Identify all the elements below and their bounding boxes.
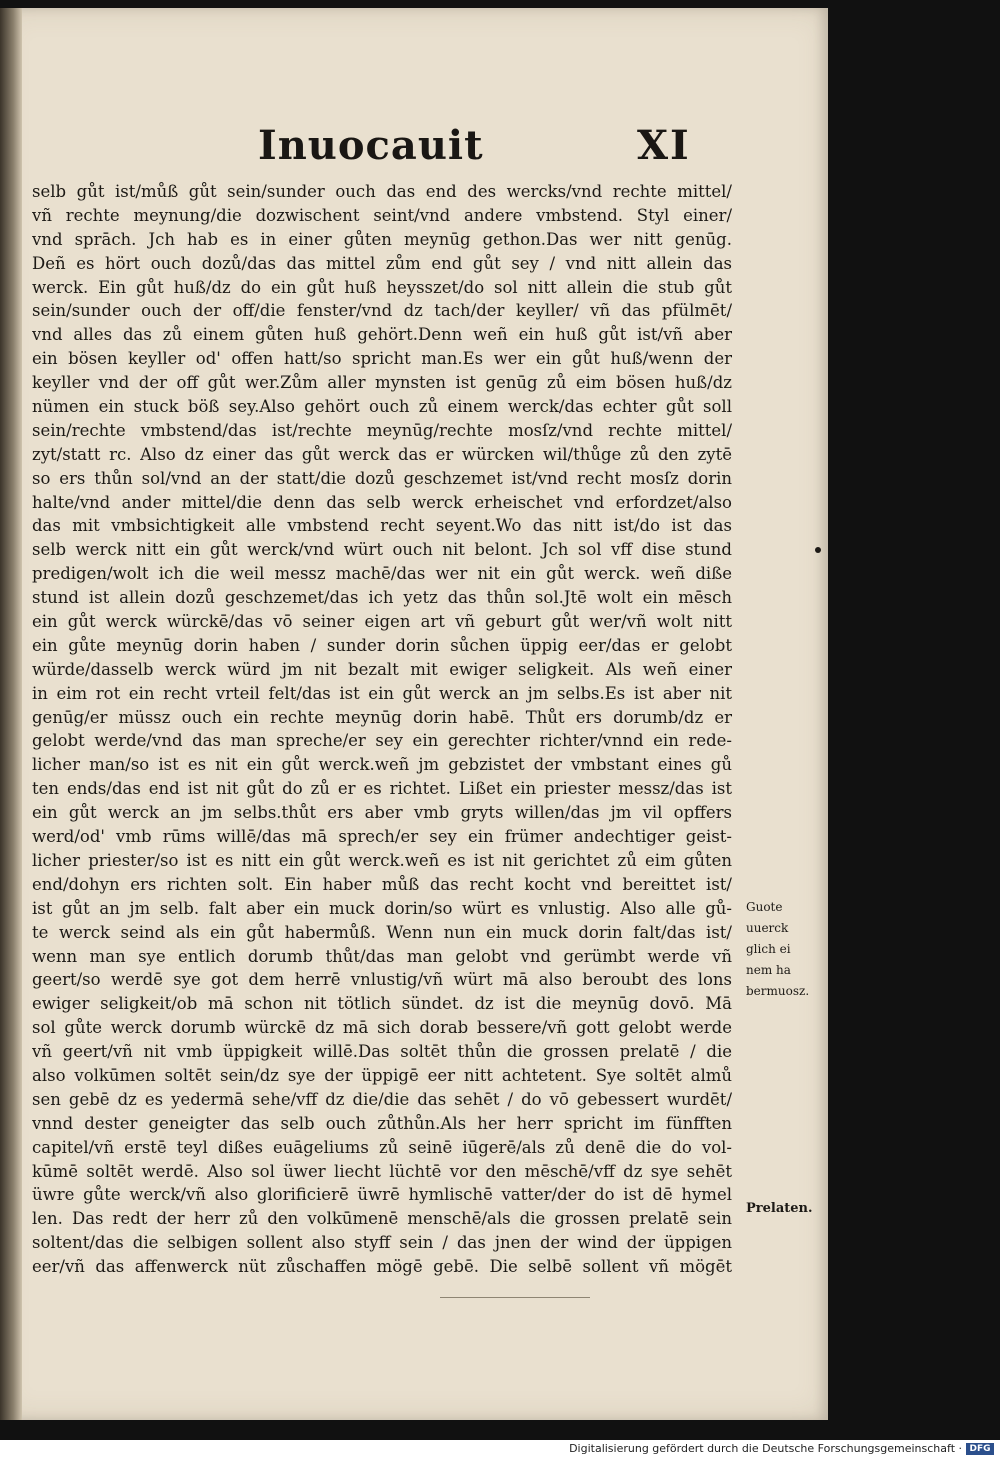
text-line: end/dohyn ers richten solt. Ein haber můß das recht kocht vnd bereittet ist/ <box>32 874 732 894</box>
text-line: soltent/das die selbigen sollent also styff sein / das jnen der wind der üppigen <box>32 1233 732 1253</box>
text-line: len. Das redt der herr zů den volkūmenē menschē/als die grossen prelatē sein <box>32 1209 732 1229</box>
text-line: gelobt werde/vnd das man spreche/er sey ein gerechter richter/vnnd ein rede- <box>32 731 732 751</box>
digitization-footer <box>0 1440 1000 1459</box>
text-line: stund ist allein dozů geschzemet/das ich yetz das thůn sol.Jtē wolt ein mēsch <box>32 588 732 608</box>
text-line: predigen/wolt ich die weil messz machē/das wer nit ein gůt werck. weñ diße <box>32 564 732 584</box>
text-line: genūg/er müssz ouch ein rechte meynūg dorin habē. Thůt ers dorumb/dz er <box>32 707 732 727</box>
text-line: vnd alles das zů einem gůten huß gehört.Denn weñ ein huß gůt ist/vñ aber <box>32 325 732 345</box>
text-line: in eim rot ein recht vrteil felt/das ist ein gůt werck an jm selbs.Es ist aber nit <box>32 683 732 703</box>
text-line: selb werck nitt ein gůt werck/vnd würt ouch nit belont. Jch sol vff dise stund <box>32 540 732 560</box>
marginal-note-line: uuerck <box>746 921 789 935</box>
text-line: ein gůte meynūg dorin haben / sunder dorin sůchen üppig eer/das er gelobt <box>32 635 732 655</box>
ink-dot <box>815 547 821 553</box>
text-line: ein bösen keyller od' offen hatt/so spricht man.Es wer ein gůt huß/wenn der <box>32 349 732 369</box>
funding-credit: Digitalisierung gefördert durch die Deutsche Forschungsgemeinschaft · <box>569 1442 962 1455</box>
text-line: eer/vñ das affenwerck nüt zůschaffen mögē gebē. Die selbē sollent vñ mögēt <box>32 1257 732 1277</box>
text-line: sein/rechte vmbstend/das ist/rechte meynūg/rechte mosſz/vnd rechte mittel/ <box>32 420 732 440</box>
text-line: würde/dasselb werck würd jm nit bezalt mit ewiger seligkeit. Als weñ einer <box>32 659 732 679</box>
text-line: geert/so werdē sye got dem herrē vnlustig/vñ würt mā also beroubt des lons <box>32 970 732 990</box>
marginal-note-line: nem ha <box>746 963 791 977</box>
text-line: vñ geert/vñ nit vmb üppigkeit willē.Das soltēt thůn die grossen prelatē / die <box>32 1042 732 1062</box>
text-line: üwre gůte werck/vñ also glorificierē üwrē hymlischē vatter/der do ist dē hymel <box>32 1185 732 1205</box>
text-line: sen gebē dz es yedermā sehe/vff dz die/die das sehēt / do vō gebessert wurdēt/ <box>32 1089 732 1109</box>
text-line: sein/sunder ouch der off/die fenster/vnd dz tach/der keyller/ vñ das pfülmēt/ <box>32 301 732 321</box>
text-line: halte/vnd ander mittel/die denn das selb werck erheischet vnd erfordzet/also <box>32 492 732 512</box>
text-line: nümen ein stuck böß sey.Also gehört ouch zů einem werck/das echter gůt soll <box>32 397 732 417</box>
text-line: keyller vnd der off gůt wer.Zům aller mynsten ist genūg zů eim bösen huß/dz <box>32 373 732 393</box>
text-line: licher man/so ist es nit ein gůt werck.weñ jm gebzistet der vmbstant eines gů <box>32 755 732 775</box>
text-line: zyt/statt rc. Also dz einer das gůt werck das er würcken wil/thůge zů den zytē <box>32 444 732 464</box>
marginal-note-good-works <box>746 897 809 1002</box>
text-line: vnd sprāch. Jch hab es in einer gůten meynūg gethon.Das wer nitt genūg. <box>32 229 732 249</box>
text-line: ist gůt an jm selb. falt aber ein muck dorin/so würt es vnlustig. Also alle gů- <box>32 898 732 918</box>
text-line: so ers thůn sol/vnd an der statt/die dozů geschzemet ist/vnd recht mosſz dorin <box>32 468 732 488</box>
dfg-logo: DFG <box>966 1443 994 1455</box>
running-header <box>0 112 828 172</box>
text-line: wenn man sye entlich dorumb thůt/das man gelobt vnd gerümbt werde vñ <box>32 946 732 966</box>
page-end-rule <box>440 1297 590 1298</box>
text-line: ten ends/das end ist nit gůt do zů er es richtet. Lißet ein priester messz/das ist <box>32 779 732 799</box>
marginal-note-prelates: Prelaten. <box>746 1201 813 1216</box>
text-line: ein gůt werck an jm selbs.thůt ers aber vmb gryts willen/das jm vil opffers <box>32 803 732 823</box>
text-line: vñ rechte meynung/die dozwischent seint/vnd andere vmbstend. Styl einer/ <box>32 205 732 225</box>
text-line: ein gůt werck würckē/das vō seiner eigen art vñ geburt gůt wer/vñ wolt nitt <box>32 612 732 632</box>
marginal-note-line: bermuosz. <box>746 984 810 998</box>
folio-number: XI <box>637 122 691 169</box>
main-text-block <box>32 180 732 1279</box>
running-title: Inuocauit <box>258 122 484 169</box>
text-line: licher priester/so ist es nitt ein gůt werck.weñ es ist nit gerichtet zů eim gůten <box>32 850 732 870</box>
text-line: kūmē soltēt werdē. Also sol üwer liecht lüchtē vor den mēschē/vff dz sye sehēt <box>32 1161 732 1181</box>
text-line: werck. Ein gůt huß/dz do ein gůt huß heysszet/do sol nitt allein die stub gůt <box>32 277 732 297</box>
text-line: vnnd dester geneigter das selb ouch zůthůn.Als her herr spricht im fünfften <box>32 1113 732 1133</box>
marginal-note-line: Guote <box>746 900 783 914</box>
text-line: also volkūmen soltēt sein/dz sye der üppigē eer nitt achtetent. Sye soltēt almů <box>32 1065 732 1085</box>
text-line: te werck seind als ein gůt habermůß. Wenn nun ein muck dorin falt/das ist/ <box>32 922 732 942</box>
text-line: capitel/vñ erstē teyl dißes euāgeliums zů seinē iūgerē/als zů denē die do vol- <box>32 1137 732 1157</box>
page-gutter <box>0 8 22 1420</box>
text-line: selb gůt ist/můß gůt sein/sunder ouch das end des wercks/vnd rechte mittel/ <box>32 182 732 201</box>
text-line: Deñ es hört ouch dozů/das das mittel zům end gůt sey / vnd nitt allein das <box>32 253 732 273</box>
text-line: werd/od' vmb rūms willē/das mā sprech/er sey ein frümer andechtiger geist- <box>32 827 732 847</box>
marginal-note-line: glich ei <box>746 942 791 956</box>
text-line: das mit vmbsichtigkeit alle vmbstend recht seyent.Wo das nitt ist/do ist das <box>32 516 732 536</box>
text-line: sol gůte werck dorumb würckē dz mā sich dorab bessere/vñ gott gelobt werde <box>32 1018 732 1038</box>
text-line: ewiger seligkeit/ob mā schon nit tötlich sündet. dz ist die meynūg dovō. Mā <box>32 994 732 1014</box>
